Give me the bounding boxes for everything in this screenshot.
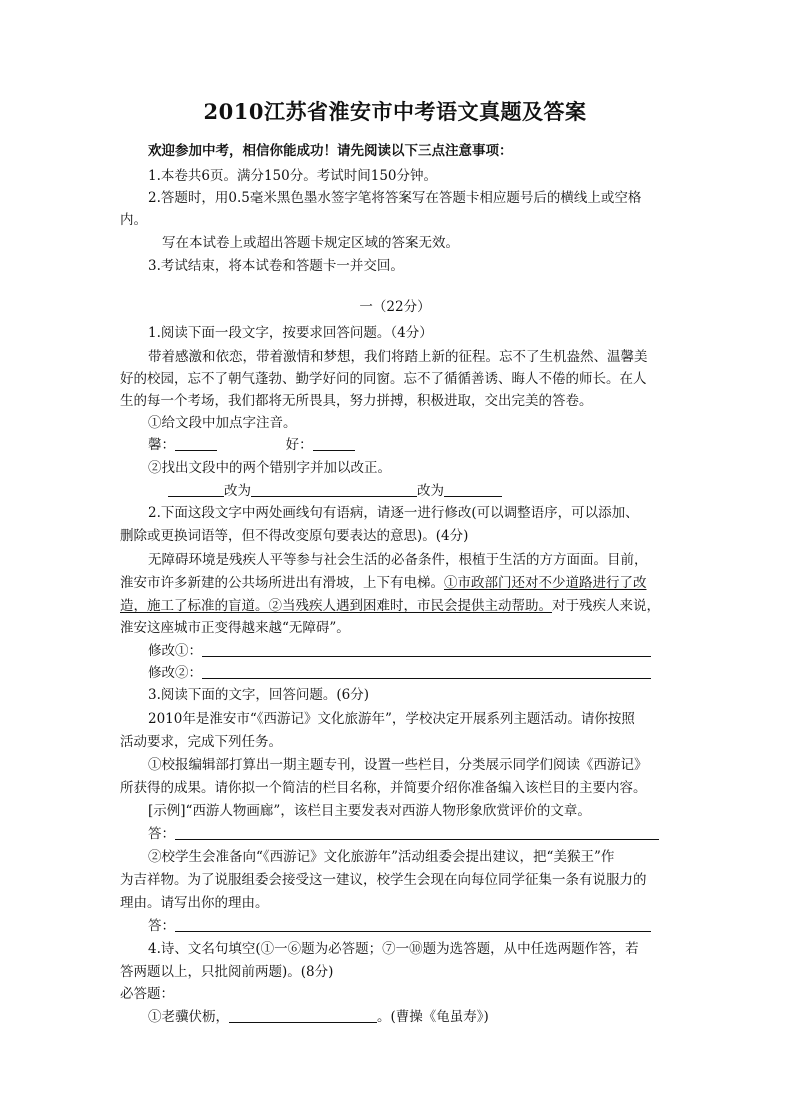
pinyin-blank-hao[interactable] bbox=[313, 436, 355, 451]
q1-passage-1: 带着感激和依恋，带着激情和梦想，我们将踏上新的征程。忘不了生机盎然、温馨美 bbox=[148, 349, 648, 365]
q3-task-2b: 为吉祥物。为了说服组委会接受这一建议，校学生会现在向每位同学征集一条有说服力的 bbox=[120, 872, 647, 888]
wrong-char-blank-1[interactable] bbox=[168, 482, 224, 497]
correct-char-blank-2[interactable] bbox=[444, 482, 502, 497]
q3-task-2c: 理由。请写出你的理由。 bbox=[120, 895, 269, 911]
answer-1-label: 答： bbox=[148, 826, 175, 842]
q1-sub1: ①给文段中加点字注音。 bbox=[148, 415, 297, 431]
answer-2-label: 答： bbox=[148, 918, 175, 934]
change-to-label-2: 改为 bbox=[417, 483, 444, 499]
q2-passage-2-plain: 淮安市许多新建的公共场所进出有滑坡，上下有电梯。 bbox=[120, 575, 444, 591]
item-1-source: 。(曹操《龟虽寿》) bbox=[377, 1009, 489, 1025]
q1-pinyin-row bbox=[148, 436, 355, 454]
q2-fix-row-1 bbox=[148, 642, 651, 660]
char-hao-label: 好： bbox=[285, 437, 313, 453]
q4-required-label: 必答题： bbox=[120, 986, 174, 1002]
q3-task-1a: ①校报编辑部打算出一期主题专刊，设置一些栏目，分类展示同学们阅读《西游记》 bbox=[148, 757, 648, 773]
q2-fix-row-2 bbox=[148, 664, 651, 682]
q2-passage-3-plain: 对于残疾人来说， bbox=[552, 598, 660, 614]
q1-sub2: ②找出文段中的两个错别字并加以改正。 bbox=[148, 460, 391, 476]
change-to-label-1: 改为 bbox=[224, 483, 251, 499]
pinyin-blank-xin[interactable] bbox=[175, 436, 217, 451]
q3-answer-row-1 bbox=[148, 825, 659, 843]
q2-passage-4: 淮安这座城市正变得越来越“无障碍”。 bbox=[120, 620, 350, 636]
q3-example: [示例]“西游人物画廊”，该栏目主要发表对西游人物形象欣赏评价的文章。 bbox=[148, 803, 591, 819]
q2-passage-1: 无障碍环境是残疾人平等参与社会生活的必备条件，根植于生活的方方面面。目前， bbox=[148, 552, 648, 568]
q3-passage-1: 2010年是淮安市“《西游记》文化旅游年”，学校决定开展系列主题活动。请你按照 bbox=[148, 711, 635, 727]
q2-passage-2 bbox=[120, 574, 647, 592]
q3-passage-2: 活动要求，完成下列任务。 bbox=[120, 734, 282, 750]
q2-underlined-1b: 造，施工了标准的盲道。 bbox=[120, 598, 269, 614]
q1-stem: 1.阅读下面一段文字，按要求回答问题。（4分） bbox=[148, 325, 433, 341]
q3-stem: 3.阅读下面的文字，回答问题。(6分) bbox=[148, 687, 370, 703]
q3-task-1b: 所获得的成果。请你拟一个简洁的栏目名称，并简要介绍你准备编入该栏目的主要内容。 bbox=[120, 780, 647, 796]
q2-underlined-1a: ①市政部门还对不少道路进行了改 bbox=[444, 575, 647, 591]
item-1-blank[interactable] bbox=[229, 1008, 377, 1023]
answer-1-blank[interactable] bbox=[175, 825, 659, 840]
q2-stem-1: 2.下面这段文字中两处画线句有语病，请逐一进行修改(可以调整语序，可以添加、 bbox=[148, 505, 639, 521]
note-2c: 写在本试卷上或超出答题卡规定区域的答案无效。 bbox=[162, 235, 459, 251]
char-xin-label: 馨： bbox=[148, 437, 175, 453]
q1-passage-2: 好的校园，忘不了朝气蓬勃、勤学好问的同窗。忘不了循循善诱、晦人不倦的师长。在人 bbox=[120, 371, 647, 387]
fix-1-label: 修改①： bbox=[148, 643, 202, 659]
note-1: 1.本卷共6页。满分150分。考试时间150分钟。 bbox=[148, 168, 438, 184]
q1-correction-row bbox=[168, 482, 502, 500]
note-3: 3.考试结束，将本试卷和答题卡一并交回。 bbox=[148, 258, 404, 274]
q3-answer-row-2 bbox=[148, 917, 651, 935]
q4-stem-2: 答两题以上，只批阅前两题)。(8分) bbox=[120, 964, 334, 980]
note-2a: 2.答题时，用0.5毫米黑色墨水签字笔将答案写在答题卡相应题号后的横线上或空格 bbox=[148, 190, 642, 206]
item-1-text: ①老骥伏枥， bbox=[148, 1009, 229, 1025]
q1-passage-3: 生的每一个考场，我们都将无所畏具，努力拼搏，积极进取，交出完美的答卷。 bbox=[120, 393, 593, 409]
q2-stem-2: 删除或更换词语等，但不得改变原句要表达的意思)。(4分) bbox=[120, 528, 469, 544]
answer-2-blank[interactable] bbox=[175, 917, 651, 932]
correct-char-blank-1[interactable] bbox=[251, 482, 417, 497]
fix-1-blank[interactable] bbox=[202, 642, 651, 657]
q2-underlined-2: ②当残疾人遇到困难时，市民会提供主动帮助。 bbox=[268, 598, 552, 614]
welcome-line: 欢迎参加中考，相信你能成功！请先阅读以下三点注意事项： bbox=[148, 143, 513, 159]
fix-2-blank[interactable] bbox=[202, 664, 651, 679]
q4-stem-1: 4.诗、文名句填空(①一⑥题为必答题；⑦一⑩题为选答题，从中任选两题作答，若 bbox=[148, 941, 639, 957]
page-title: 2010江苏省淮安市中考语文真题及答案 bbox=[203, 99, 587, 124]
q4-item-1 bbox=[148, 1008, 489, 1026]
section-heading: 一（22分） bbox=[359, 299, 431, 315]
q3-task-2a: ②校学生会准备向“《西游记》文化旅游年”活动组委会提出建议，把“美猴王”作 bbox=[148, 849, 615, 865]
note-2b: 内。 bbox=[120, 212, 147, 228]
fix-2-label: 修改②： bbox=[148, 665, 202, 681]
q2-passage-3 bbox=[120, 597, 660, 615]
